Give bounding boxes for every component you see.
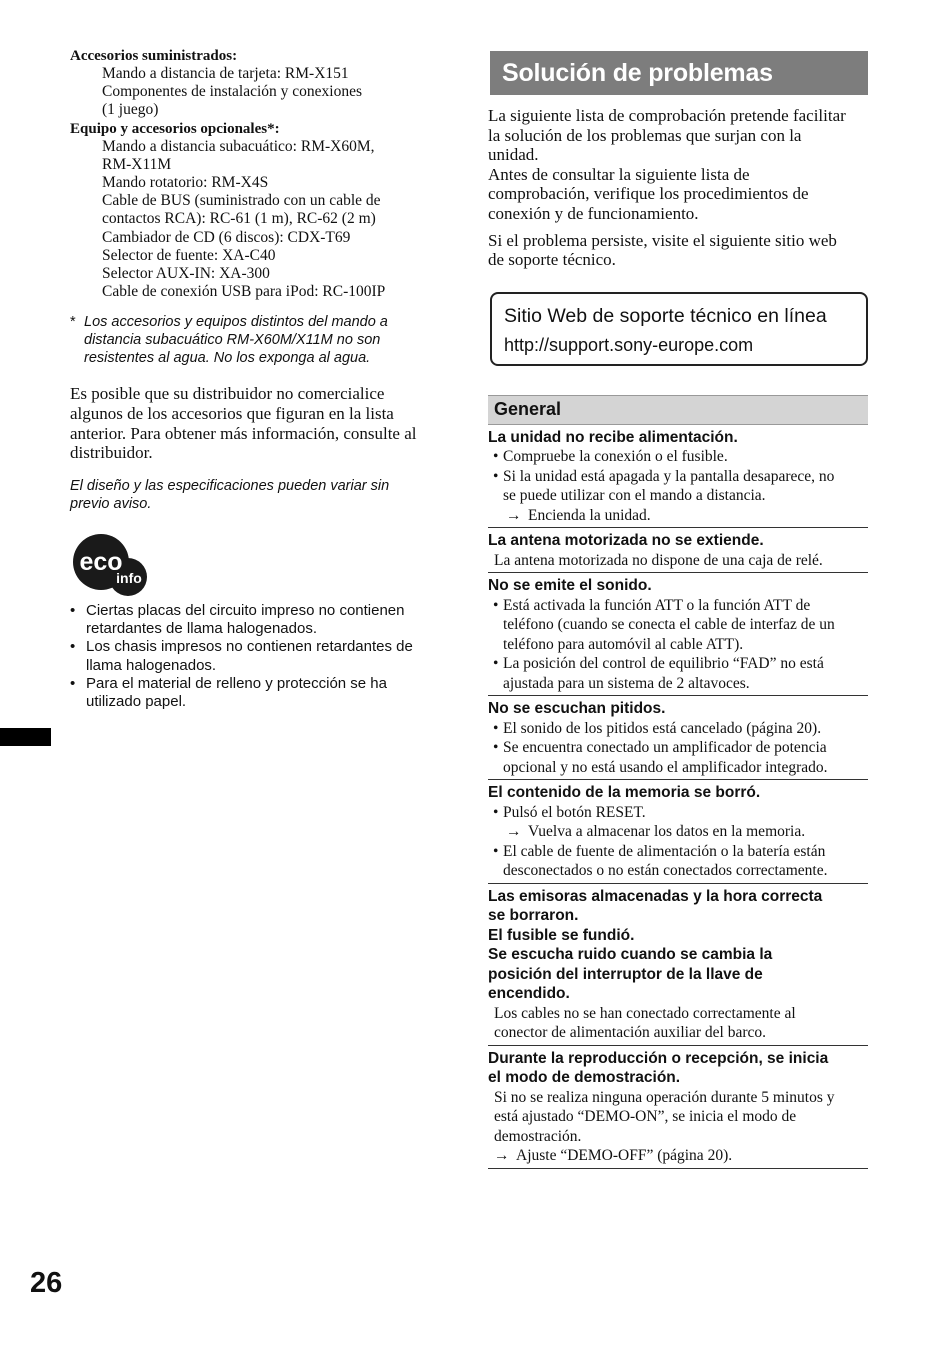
- line-text: demostración.: [494, 1127, 582, 1145]
- list-item: [70, 638, 450, 674]
- problem-item: [488, 696, 868, 780]
- line-text: ajustada para un sistema de 2 altavoces.: [503, 674, 750, 692]
- disclaimer-line: previo aviso.: [70, 495, 152, 512]
- supplied-item: Componentes de instalación y conexiones: [102, 83, 362, 101]
- problem-title: el modo de demostración.: [488, 1069, 681, 1087]
- line-text: El sonido de los pitidos está cancelado (página 20).: [503, 719, 822, 737]
- line-text: Si no se realiza ninguna operación durante 5 minutos y: [494, 1088, 835, 1106]
- bullet-line: [488, 738, 868, 758]
- bullet: •: [493, 739, 499, 757]
- problem-title: La unidad no recibe alimentación.: [488, 428, 738, 446]
- intro-line: unidad.: [488, 145, 539, 165]
- problem-item: [488, 884, 868, 1046]
- svg-text:info: info: [116, 570, 142, 586]
- problem-item: [488, 528, 868, 573]
- line-text: Ajuste “DEMO-OFF” (página 20).: [516, 1147, 733, 1165]
- line-text: Compruebe la conexión o el fusible.: [503, 448, 728, 466]
- line-text: La antena motorizada no dispone de una caja de relé.: [494, 551, 823, 569]
- eco-item-line: Ciertas placas del circuito impreso no contienen: [86, 602, 405, 619]
- dealer-note-line: algunos de los accesorios que figuran en la lista: [70, 404, 394, 424]
- eco-item-line: Para el material de relleno y protección se ha: [86, 674, 387, 692]
- footnote-line: Los accesorios y equipos distintos del mando a: [84, 314, 388, 331]
- line-text: Los cables no se han conectado correctamente al: [494, 1004, 796, 1022]
- intro-paragraph: [488, 106, 868, 224]
- problem-title: se borraron.: [488, 907, 579, 925]
- optional-item: Selector AUX-IN: XA-300: [102, 265, 270, 283]
- eco-item-line: Los chasis impresos no contienen retardantes de: [86, 638, 413, 656]
- bullet: •: [493, 448, 499, 466]
- svg-text:eco: eco: [79, 548, 123, 576]
- support-website-link[interactable]: http://support.sony-europe.com: [504, 334, 754, 355]
- line-text: conector de alimentación auxiliar del barco.: [494, 1024, 766, 1042]
- footnote-line: distancia subacuático RM-X60M/X11M no son: [84, 332, 381, 349]
- accessories-section: [70, 47, 450, 513]
- supplied-accessories-heading: Accesorios suministrados:: [70, 48, 238, 64]
- line-text: teléfono (cuando se conecta el cable de interfaz de un: [503, 616, 835, 634]
- line-text: está ajustado “DEMO-ON”, se inicia el modo de: [494, 1108, 797, 1126]
- problem-item: [488, 780, 868, 884]
- problem-title: Las emisoras almacenadas y la hora correcta: [488, 887, 823, 905]
- dealer-note: [70, 384, 450, 462]
- footnote-line: resistentes al agua. No los exponga al agua.: [84, 350, 371, 367]
- bullet-line: [488, 719, 868, 739]
- problem-title: encendido.: [488, 985, 570, 1003]
- line-text: Está activada la función ATT o la función ATT de: [503, 596, 811, 614]
- page-number: 26: [30, 1267, 63, 1299]
- disclaimer-line: El diseño y las especificaciones pueden variar sin: [70, 477, 390, 494]
- line-text: se puede utilizar con el mando a distancia.: [503, 487, 766, 505]
- bullet-line: [488, 467, 868, 487]
- problem-title: El fusible se fundió.: [488, 926, 635, 944]
- bullet: •: [493, 719, 499, 737]
- bullet: •: [70, 602, 76, 619]
- bullet: •: [493, 467, 499, 485]
- supplied-item: Mando a distancia de tarjeta: RM-X151: [102, 65, 349, 82]
- arrow-icon: →: [506, 823, 522, 841]
- problem-title: No se emite el sonido.: [488, 577, 652, 595]
- section-tab-marker: [0, 728, 51, 746]
- list-item: [70, 675, 450, 711]
- optional-item: Cable de BUS (suministrado con un cable de: [102, 192, 381, 210]
- troubleshooting-section: [488, 51, 868, 1169]
- optional-item: Cable de conexión USB para iPod: RC-100IP: [102, 283, 386, 301]
- dealer-note-line: anterior. Para obtener más información, consulte al: [70, 423, 417, 443]
- footnote: [70, 313, 450, 367]
- list-item: [70, 602, 450, 638]
- persist-line: de soporte técnico.: [488, 250, 616, 270]
- bullet-line: [488, 803, 868, 823]
- eco-item-line: retardantes de llama halogenados.: [86, 620, 317, 638]
- supplied-item: (1 juego): [102, 101, 159, 119]
- problem-title: No se escuchan pitidos.: [488, 700, 666, 718]
- design-disclaimer: [70, 477, 450, 513]
- problem-list: [488, 425, 868, 1169]
- persist-paragraph: [488, 231, 868, 270]
- optional-item: contactos RCA): RC-61 (1 m), RC-62 (2 m): [102, 210, 376, 228]
- page-title: Solución de problemas: [502, 58, 773, 87]
- arrow-icon: →: [506, 506, 522, 524]
- line-text: La posición del control de equilibrio “FAD” no está: [503, 655, 824, 673]
- dealer-note-line: Es posible que su distribuidor no comercialice: [70, 384, 385, 404]
- bullet: •: [70, 638, 76, 656]
- problem-title: posición del interruptor de la llave de: [488, 965, 763, 983]
- intro-line: La siguiente lista de comprobación pretende facilitar: [488, 106, 846, 125]
- intro-line: la solución de los problemas que surjan con la: [488, 125, 802, 145]
- footnote-mark: *: [70, 314, 76, 331]
- optional-item: Cambiador de CD (6 discos): CDX-T69: [102, 228, 351, 246]
- optional-accessories-heading: Equipo y accesorios opcionales*:: [70, 120, 280, 137]
- line-text: Vuelva a almacenar los datos en la memoria.: [528, 823, 806, 841]
- bullet: •: [70, 674, 76, 692]
- arrow-icon: →: [494, 1147, 510, 1165]
- line-text: Se encuentra conectado un amplificador de potencia: [503, 739, 827, 757]
- problem-item: [488, 1046, 868, 1169]
- bullet: •: [493, 655, 499, 673]
- eco-info-logo: [72, 532, 150, 596]
- problem-title: La antena motorizada no se extiende.: [488, 532, 764, 550]
- bullet-line: [488, 842, 868, 862]
- bullet-line: [488, 447, 868, 467]
- line-text: Si la unidad está apagada y la pantalla desaparece, no: [503, 467, 835, 485]
- bullet-line: [488, 654, 868, 674]
- support-website-box: [490, 292, 868, 366]
- line-text: El cable de fuente de alimentación o la batería están: [503, 842, 826, 860]
- line-text: desconectados o no están conectados correctamente.: [503, 862, 828, 880]
- line-text: Pulsó el botón RESET.: [503, 803, 646, 821]
- problem-title: Durante la reproducción o recepción, se inicia: [488, 1049, 829, 1067]
- problem-title: El contenido de la memoria se borró.: [488, 784, 761, 802]
- line-text: teléfono para automóvil al cable ATT).: [503, 635, 744, 653]
- intro-line: comprobación, verifique los procedimientos de: [488, 184, 809, 204]
- bullet: •: [493, 596, 499, 614]
- general-heading: General: [494, 399, 562, 420]
- problem-item: [488, 425, 868, 529]
- action-line: [488, 822, 868, 842]
- optional-item: Selector de fuente: XA-C40: [102, 246, 276, 264]
- intro-line: Antes de consultar la siguiente lista de: [488, 164, 750, 184]
- problem-title: Se escucha ruido cuando se cambia la: [488, 946, 773, 964]
- optional-item: RM-X11M: [102, 155, 172, 173]
- optional-item: Mando rotatorio: RM-X4S: [102, 174, 269, 192]
- bullet-line: [488, 596, 868, 616]
- general-heading-bar: [488, 395, 868, 425]
- dealer-note-line: distribuidor.: [70, 443, 153, 463]
- problem-item: [488, 573, 868, 696]
- eco-info-list: [70, 602, 450, 711]
- optional-item: Mando a distancia subacuático: RM-X60M,: [102, 137, 375, 155]
- bullet: •: [493, 803, 499, 821]
- persist-line: Si el problema persiste, visite el siguiente sitio web: [488, 230, 837, 250]
- support-website-title: Sitio Web de soporte técnico en línea: [504, 304, 827, 327]
- action-line: [488, 506, 868, 526]
- eco-item-line: llama halogenados.: [86, 656, 217, 674]
- intro-line: conexión y de funcionamiento.: [488, 203, 699, 223]
- eco-item-line: utilizado papel.: [86, 693, 187, 711]
- bullet: •: [493, 842, 499, 860]
- section-title-bar: [490, 51, 868, 95]
- line-text: Encienda la unidad.: [528, 506, 651, 524]
- line-text: opcional y no está usando el amplificador integrado.: [503, 758, 828, 776]
- action-line: [488, 1146, 868, 1166]
